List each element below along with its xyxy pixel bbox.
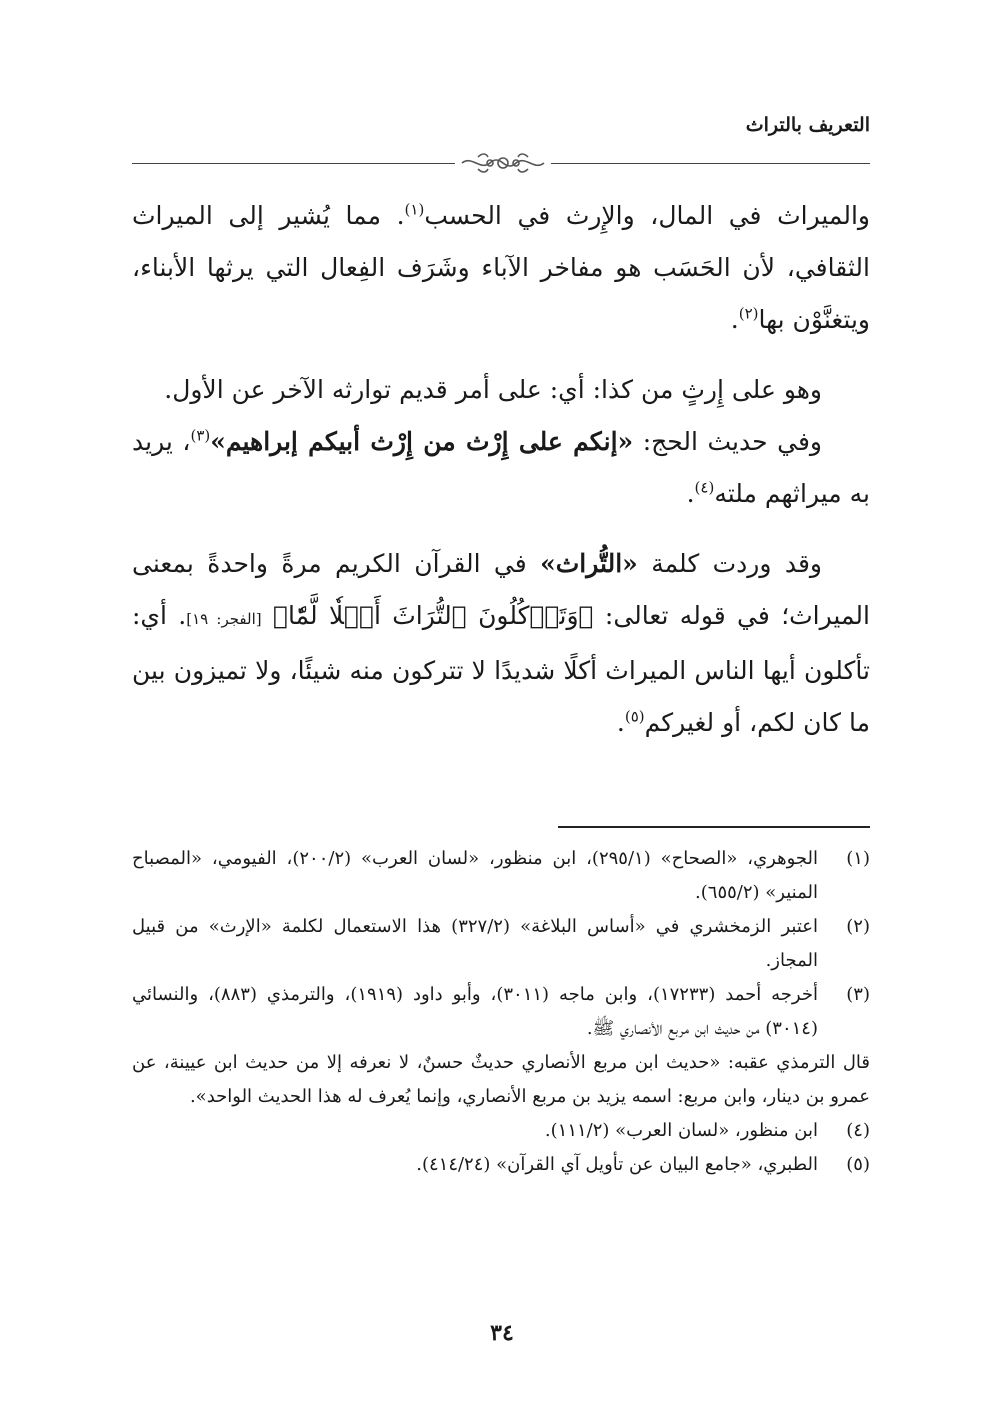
footnote-number: (٣) [846,984,870,1005]
footnote-ref-5: (٥) [624,707,645,726]
footnote-2: (٢) اعتبر الزمخشري في «أساس البلاغة» (٣٢٧/٢) هذا الاستعمال لكلمة «الإرث» من قبيل المجاز. [132,910,870,978]
footnote-ref-2: (٢) [738,304,759,323]
footnote-number: (٢) [846,916,870,937]
footnote-3-continuation: قال الترمذي عقبه: «حديث ابن مربع الأنصاري حديثٌ حسنٌ، لا نعرفه إلا من حديث ابن عيينة، عن عمرو بن دينار، وابن مربع: اسمه يزيد بن مربع الأنصاري، وإنما يُعرف له هذا الحديث الواحد». [132,1052,870,1107]
footnote-4: (٤) ابن منظور، «لسان العرب» (١١١/٢). [132,1114,870,1148]
footnote-ref-4: (٤) [694,478,715,497]
quran-verse: ﴿وَتَأۡكُلُونَ ٱلتُّرَاثَ أَكۡلٗا لَّمّٗا﴾ [272,601,594,630]
footnote-3: (٣) أخرجه أحمد (١٧٢٣٣)، وابن ماجه (٣٠١١)، وأبو داود (١٩١٩)، والترمذي (٨٨٣)، والنسائي (٣٠١٤) من حديث ابن مربع الأنصاري ﷺ. [132,978,870,1046]
paragraph-1: والميراث في المال، والإِرث في الحسب$^{(١)}$. مما يُشير إلى الميراث الثقافي، لأن الحَسَب هو مفاخر الآباء وشَرَف الفِعال التي يرثها الأبناء، ويتغنَّوْن بها$^{(٢)}$. [132,200,870,334]
footnote-number: (٤) [846,1120,870,1141]
paragraph-3: وفي حديث الحج: «إنكم على إِرْث من إِرْث أبيكم إبراهيم»$^{(٣)}$، يريد به ميراثهم ملته$^{(٤)}$. [132,426,870,508]
paragraph-2: وهو على إِرثٍ من كذا: أي: على أمر قديم توارثه الآخر عن الأول. [164,375,822,404]
running-header: التعريف بالتراث [745,114,870,136]
hadith-quote: «إنكم على إِرْث من إِرْث أبيكم إبراهيم» [210,427,634,456]
footnote-separator [558,826,870,828]
footnote-1: (١) الجوهري، «الصحاح» (٢٩٥/١)، ابن منظور، «لسان العرب» (٢٠٠/٢)، الفيومي، «المصباح المنير» (٦٥٥/٢). [132,842,870,910]
footnote-number: (١) [846,848,870,869]
verse-reference: [الفجر: ١٩] [186,610,262,628]
paragraph-4: وقد وردت كلمة «التُّراث» في القرآن الكريم مرةً واحدةً بمعنى الميراث؛ في قوله تعالى: ﴿وَتَأۡكُلُونَ ٱلتُّرَاثَ أَكۡلٗا لَّمّٗا﴾ [الفجر: ١٩]. أي: تأكلون أيها الناس الميراث أكلًا شديدًا لا تتركون منه شيئًا، ولا تميزون بين ما كان لكم، أو لغيركم$^{(٥)}$. [132,549,870,737]
footnote-number: (٥) [846,1154,870,1175]
main-text [132,190,870,749]
ornament-icon [455,149,551,177]
footnotes [132,842,870,1182]
footnote-5: (٥) الطبري، «جامع البيان عن تأويل آي القرآن» (٤١٤/٢٤). [132,1148,870,1182]
footnote-ref-3: (٣) [190,426,211,445]
term-turath: «التُّراث» [540,549,638,578]
footnote-ref-1: (١) [404,200,425,219]
page-number: ٣٤ [490,1320,514,1346]
